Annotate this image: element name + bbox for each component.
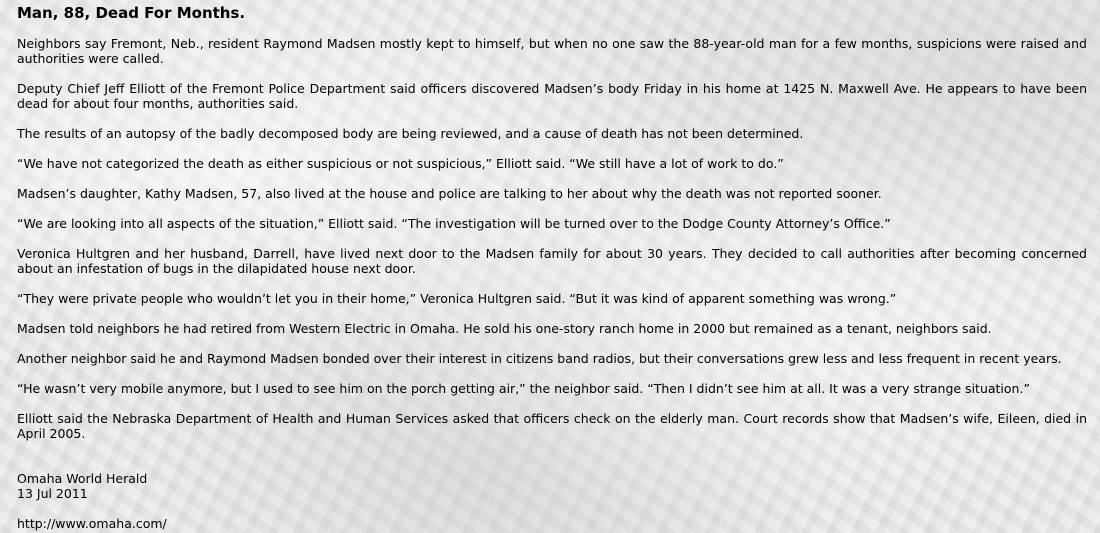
source-name: Omaha World Herald [17, 471, 148, 486]
source-date: 13 Jul 2011 [17, 486, 88, 501]
article-title: Man, 88, Dead For Months. [17, 4, 246, 22]
article-paragraph-2: Deputy Chief Jeff Elliott of the Fremont Police Department said officers discovered Madsen’s body Friday in his home at 1425 N. Maxwell Ave. He appears to have been dead for about four months, authorities said. [17, 81, 1087, 111]
article-paragraph-5: Madsen’s daughter, Kathy Madsen, 57, also lived at the house and police are talking to her about why the death was not reported sooner. [17, 186, 882, 201]
article-paragraph-8: “They were private people who wouldn’t let you in their home,” Veronica Hultgren said. “But it was kind of apparent something was wrong.” [17, 291, 897, 306]
article-paragraph-6: “We are looking into all aspects of the situation,” Elliott said. “The investigation will be turned over to the Dodge County Attorney’s Office.” [17, 216, 891, 231]
article-paragraph-7: Veronica Hultgren and her husband, Darrell, have lived next door to the Madsen family for about 30 years. They decided to call authorities after becoming concerned about an infestation of bugs in the dilapidated house next door. [17, 246, 1087, 276]
article-paragraph-3: The results of an autopsy of the badly decomposed body are being reviewed, and a cause of death has not been determined. [17, 126, 804, 141]
article-paragraph-1: Neighbors say Fremont, Neb., resident Raymond Madsen mostly kept to himself, but when no one saw the 88-year-old man for a few months, suspicions were raised and authorities were called. [17, 36, 1087, 66]
article-paragraph-11: “He wasn’t very mobile anymore, but I used to see him on the porch getting air,” the neighbor said. “Then I didn’t see him at all. It was a very strange situation.” [17, 381, 1030, 396]
article-paragraph-12: Elliott said the Nebraska Department of Health and Human Services asked that officers check on the elderly man. Court records show that Madsen’s wife, Eileen, died in April 2005. [17, 411, 1087, 441]
article-paragraph-10: Another neighbor said he and Raymond Madsen bonded over their interest in citizens band radios, but their conversations grew less and less frequent in recent years. [17, 351, 1062, 366]
article-paragraph-4: “We have not categorized the death as either suspicious or not suspicious,” Elliott said. “We still have a lot of work to do.” [17, 156, 784, 171]
source-url: http://www.omaha.com/ [17, 516, 167, 531]
article-source [17, 471, 1087, 501]
article-paragraph-9: Madsen told neighbors he had retired from Western Electric in Omaha. He sold his one-story ranch home in 2000 but remained as a tenant, neighbors said. [17, 321, 992, 336]
